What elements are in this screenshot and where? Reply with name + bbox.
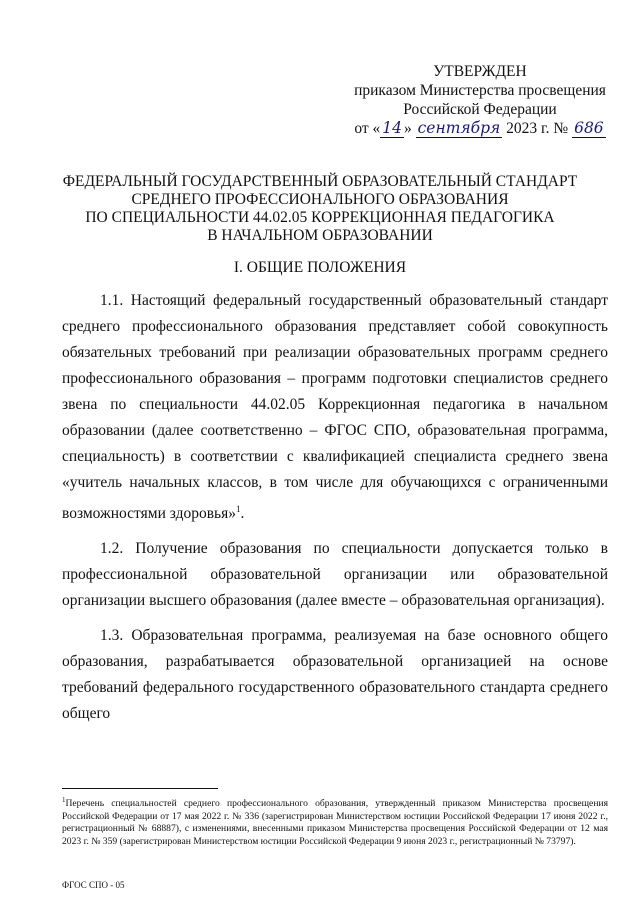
title-line-2: СРЕДНЕГО ПРОФЕССИОНАЛЬНОГО ОБРАЗОВАНИЯ — [131, 191, 509, 208]
date-mid: » — [404, 120, 412, 137]
document-title — [60, 173, 580, 245]
approval-block — [350, 62, 610, 138]
title-line-3: ПО СПЕЦИАЛЬНОСТИ 44.02.05 КОРРЕКЦИОННАЯ ПЕДАГОГИКА — [85, 209, 555, 226]
approval-line-2: Российской Федерации — [403, 101, 557, 118]
paragraph-1-1-end: . — [240, 505, 245, 523]
footnote-divider — [62, 788, 218, 789]
footnote-ref[interactable]: 1 — [235, 504, 241, 514]
document-code: ФГОС СПО - 05 — [62, 880, 125, 890]
footnote-mark: 1 — [62, 796, 66, 804]
approval-heading: УТВЕРЖДЕН — [433, 63, 527, 80]
approval-line-1: приказом Министерства просвещения — [354, 82, 606, 99]
footnote-text: Перечень специальностей среднего профессионального образования, утвержденный приказом Министерства просвещения Российской Федерации от 17 мая 2022 г. № 336 (зарегистрирован Министерством юстиции Российской Федерации 17 июня 2022 г., регистрационный № 68887), с изменениями, внесенными приказом Министерства просвещения Российской Федерации от 12 мая 2023 г. № 359 (зарегистрирован Министерством юстиции Российской Федерации 9 июня 2023 г., регистрационный № 73797). — [62, 798, 608, 847]
handwritten-day: 14 — [382, 119, 402, 137]
footnote — [62, 794, 608, 849]
title-line-4: В НАЧАЛЬНОМ ОБРАЗОВАНИИ — [207, 227, 433, 244]
title-line-1: ФЕДЕРАЛЬНЫЙ ГОСУДАРСТВЕННЫЙ ОБРАЗОВАТЕЛЬНЫЙ СТАНДАРТ — [62, 173, 578, 190]
paragraph-1-1 — [62, 288, 608, 527]
date-prefix: от « — [354, 120, 381, 137]
paragraph-1-1-text: 1.1. Настоящий федеральный государственный образовательный стандарт среднего профессионального образования представляет собой совокупность обязательных требований при реализации образовательных программ среднего профессионального образования – программ подготовки специалистов среднего звена по специальности 44.02.05 Коррекционная педагогика в начальном образовании (далее соответственно – ФГОС СПО, образовательная программа, специальность) в соответствии с квалификацией специалиста среднего звена «учитель начальных классов, в том числе для обучающихся с ограниченными возможностями здоровья» — [62, 292, 608, 523]
body-text — [62, 288, 608, 736]
handwritten-month: сентября — [417, 119, 501, 137]
paragraph-1-2: 1.2. Получение образования по специальности допускается только в профессиональной образовательной организации или образовательной организации высшего образования (далее вместе – образовательная организация). — [62, 540, 608, 610]
handwritten-number: 686 — [574, 119, 604, 137]
section-heading: I. ОБЩИЕ ПОЛОЖЕНИЯ — [233, 259, 407, 276]
approval-date-line — [350, 119, 610, 138]
year-text: 2023 г. № — [506, 120, 569, 137]
paragraph-1-3: 1.3. Образовательная программа, реализуемая на базе основного общего образования, разрабатывается образовательной организацией на основе требований федерального государственного образовательного стандарта среднего общего — [62, 627, 608, 723]
